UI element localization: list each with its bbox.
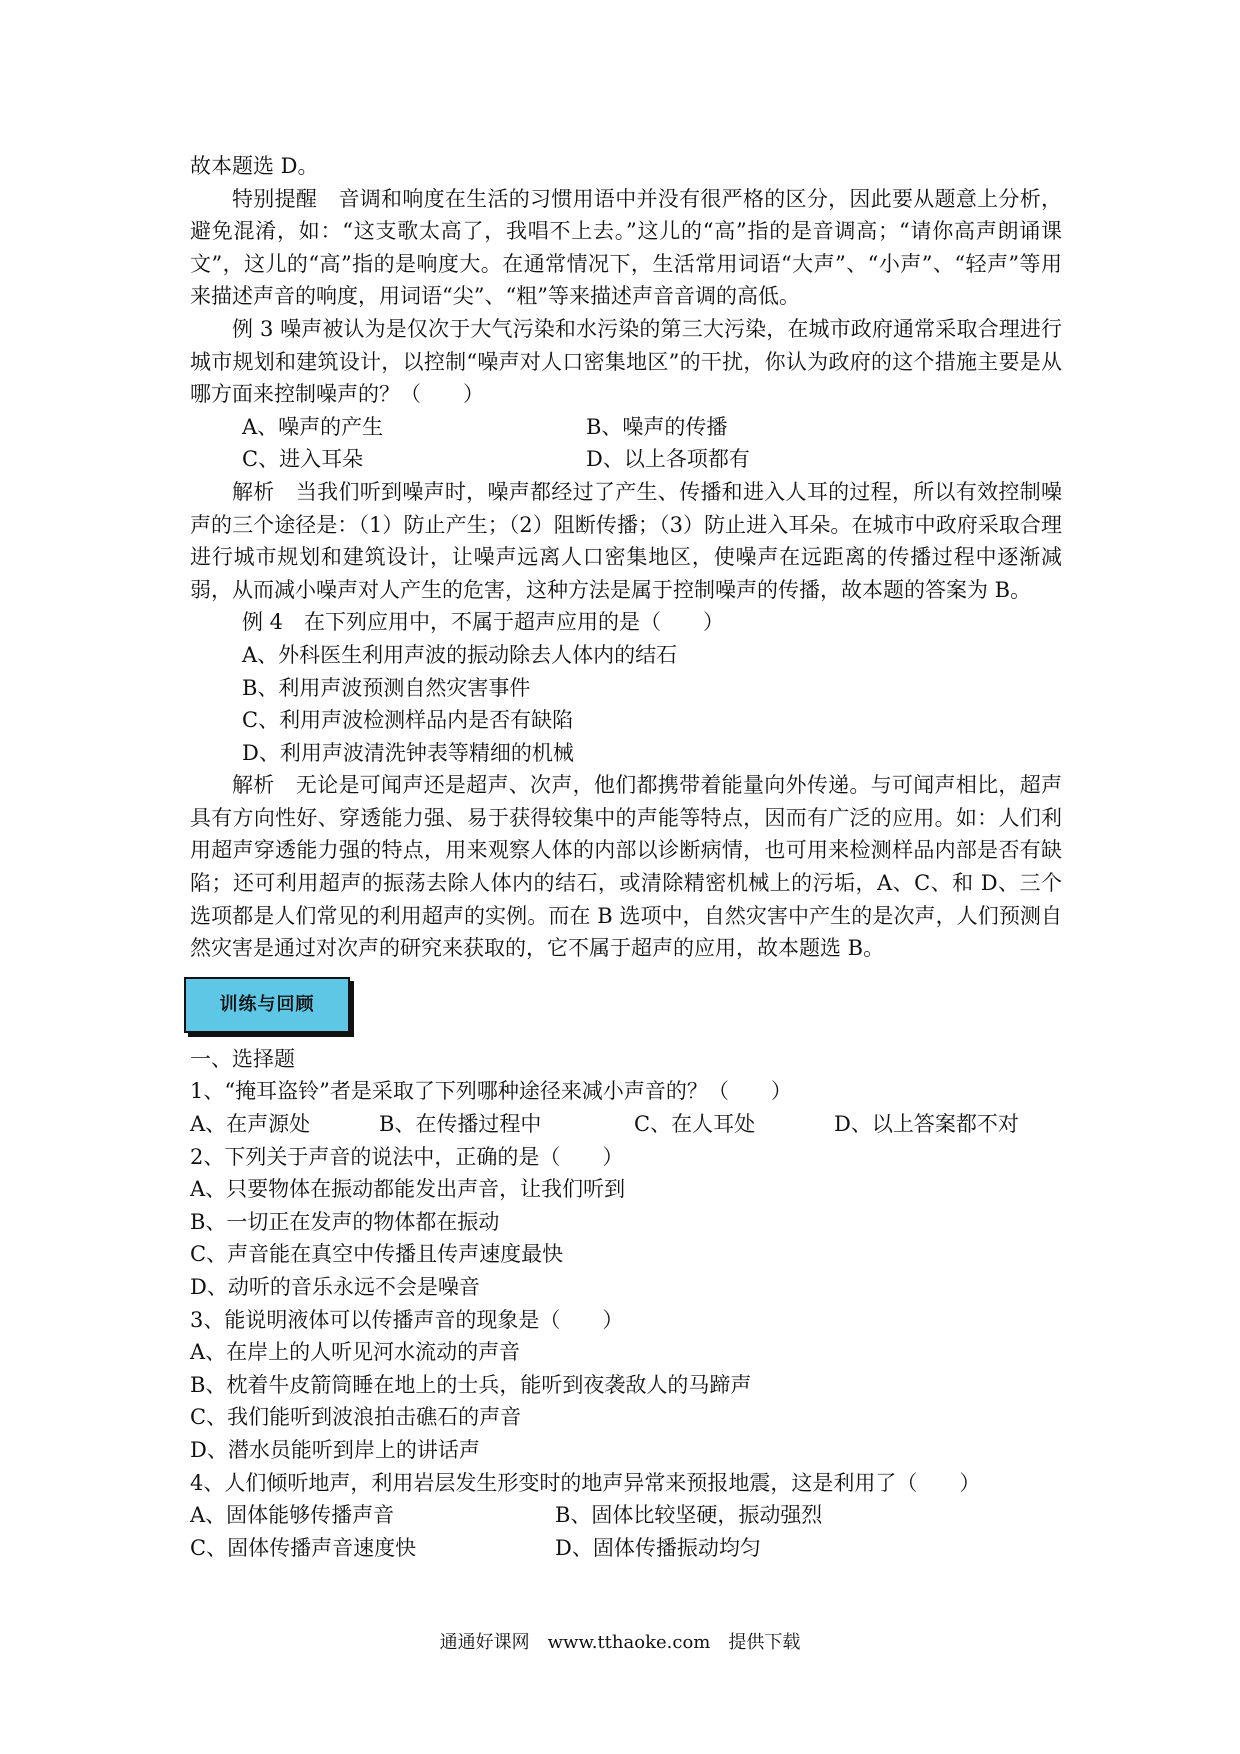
example-4-question: 例 4 在下列应用中，不属于超声应用的是（ ） bbox=[242, 610, 725, 635]
example-3-options-row-1 bbox=[190, 411, 1062, 444]
question-4-options-row-1 bbox=[190, 1499, 1062, 1532]
question-3: 3、能说明液体可以传播声音的现象是（ ） bbox=[190, 1307, 624, 1332]
option: A、外科医生利用声波的振动除去人体内的结石 bbox=[242, 642, 678, 667]
option: C、我们能听到波浪拍击礁石的声音 bbox=[190, 1405, 522, 1430]
option: A、在岸上的人听见河水流动的声音 bbox=[190, 1340, 521, 1365]
option: D、利用声波清洗钟表等精细的机械 bbox=[242, 740, 574, 765]
question-4: 4、人们倾听地声，利用岩层发生形变时的地声异常来预报地震，这是利用了（ ） bbox=[190, 1470, 981, 1495]
document-body bbox=[190, 150, 1062, 1564]
option: D、固体传播振动均匀 bbox=[555, 1535, 761, 1560]
page-footer: 通通好课网 www.tthaoke.com 提供下载 bbox=[439, 1632, 801, 1653]
option: B、固体比较坚硬，振动强烈 bbox=[555, 1503, 823, 1528]
option: A、在声源处 bbox=[190, 1112, 311, 1137]
option: A、固体能够传播声音 bbox=[190, 1503, 395, 1528]
option: B、一切正在发声的物体都在振动 bbox=[190, 1209, 500, 1234]
special-reminder: 特别提醒 音调和响度在生活的习惯用语中并没有很严格的区分，因此要从题意上分析，避免混淆，如：“这支歌太高了，我唱不上去。”这儿的“高”指的是音调高；“请你高声朗诵课文”，这儿的“高”指的是响度大。在通常情况下，生活常用词语“大声”、“小声”、“轻声”等用来描述声音的响度，用词语“尖”、“粗”等来描述声音音调的高低。 bbox=[190, 186, 1062, 309]
option: B、在传播过程中 bbox=[379, 1112, 542, 1137]
option: D、潜水员能听到岸上的讲话声 bbox=[190, 1437, 480, 1462]
option: C、固体传播声音速度快 bbox=[190, 1535, 417, 1560]
option: C、进入耳朵 bbox=[242, 447, 364, 472]
example-3-options-row-2 bbox=[190, 443, 1062, 476]
option: B、枕着牛皮箭筒睡在地上的士兵，能听到夜袭敌人的马蹄声 bbox=[190, 1372, 752, 1397]
option: D、动听的音乐永远不会是噪音 bbox=[190, 1275, 480, 1299]
answer-conclusion: 故本题选 D。 bbox=[190, 154, 319, 178]
example-3-analysis: 解析 当我们听到噪声时，噪声都经过了产生、传播和进入人耳的过程，所以有效控制噪声的三个途径是：（1）防止产生；（2）阻断传播；（3）防止进入耳朵。在城市中政府采取合理进行城市规划和建筑设计，让噪声远离人口密集地区，使噪声在远距离的传播过程中逐渐减弱，从而减小噪声对人产生的危害，这种方法是属于控制噪声的传播，故本题的答案为 B。 bbox=[190, 479, 1062, 602]
option: C、声音能在真空中传播且传声速度最快 bbox=[190, 1242, 564, 1267]
option: D、以上各项都有 bbox=[586, 447, 750, 472]
example-4-analysis: 解析 无论是可闻声还是超声、次声，他们都携带着能量向外传递。与可闻声相比，超声具有方向性好、穿透能力强、易于获得较集中的声能等特点，因而有广泛的应用。如：人们利用超声穿透能力强的特点，用来观察人体的内部以诊断病情，也可用来检测样品内部是否有缺陷；还可利用超声的振荡去除人体内的结石，或清除精密机械上的污垢，A、C、和 D、三个选项都是人们常见的利用超声的实例。而在 B 选项中，自然灾害中产生的是次声，人们预测自然灾害是通过对次声的研究来获取的，它不属于超声的应用，故本题选 B。 bbox=[190, 773, 1062, 961]
question-1-options bbox=[190, 1108, 1062, 1141]
section-title-box: 训练与回顾 bbox=[184, 977, 350, 1033]
option: A、噪声的产生 bbox=[242, 414, 384, 439]
option: C、利用声波检测样品内是否有缺陷 bbox=[242, 708, 574, 733]
question-1: 1、“掩耳盗铃”者是采取了下列哪种途径来减小声音的？（ ） bbox=[190, 1079, 792, 1104]
question-2: 2、下列关于声音的说法中，正确的是（ ） bbox=[190, 1144, 624, 1169]
option: D、以上答案都不对 bbox=[834, 1112, 1019, 1137]
example-3-question: 例 3 噪声被认为是仅次于大气污染和水污染的第三大污染，在城市政府通常采取合理进行城市规划和建筑设计，以控制“噪声对人口密集地区”的干扰，你认为政府的这个措施主要是从哪方面来控制噪声的？（ ） bbox=[190, 316, 1062, 407]
option: A、只要物体在振动都能发出声音，让我们听到 bbox=[190, 1177, 626, 1202]
option: C、在人耳处 bbox=[634, 1112, 756, 1137]
option: B、利用声波预测自然灾害事件 bbox=[242, 675, 531, 700]
option: B、噪声的传播 bbox=[586, 414, 728, 439]
question-4-options-row-2 bbox=[190, 1532, 1062, 1565]
exercise-heading: 一、选择题 bbox=[190, 1046, 295, 1071]
